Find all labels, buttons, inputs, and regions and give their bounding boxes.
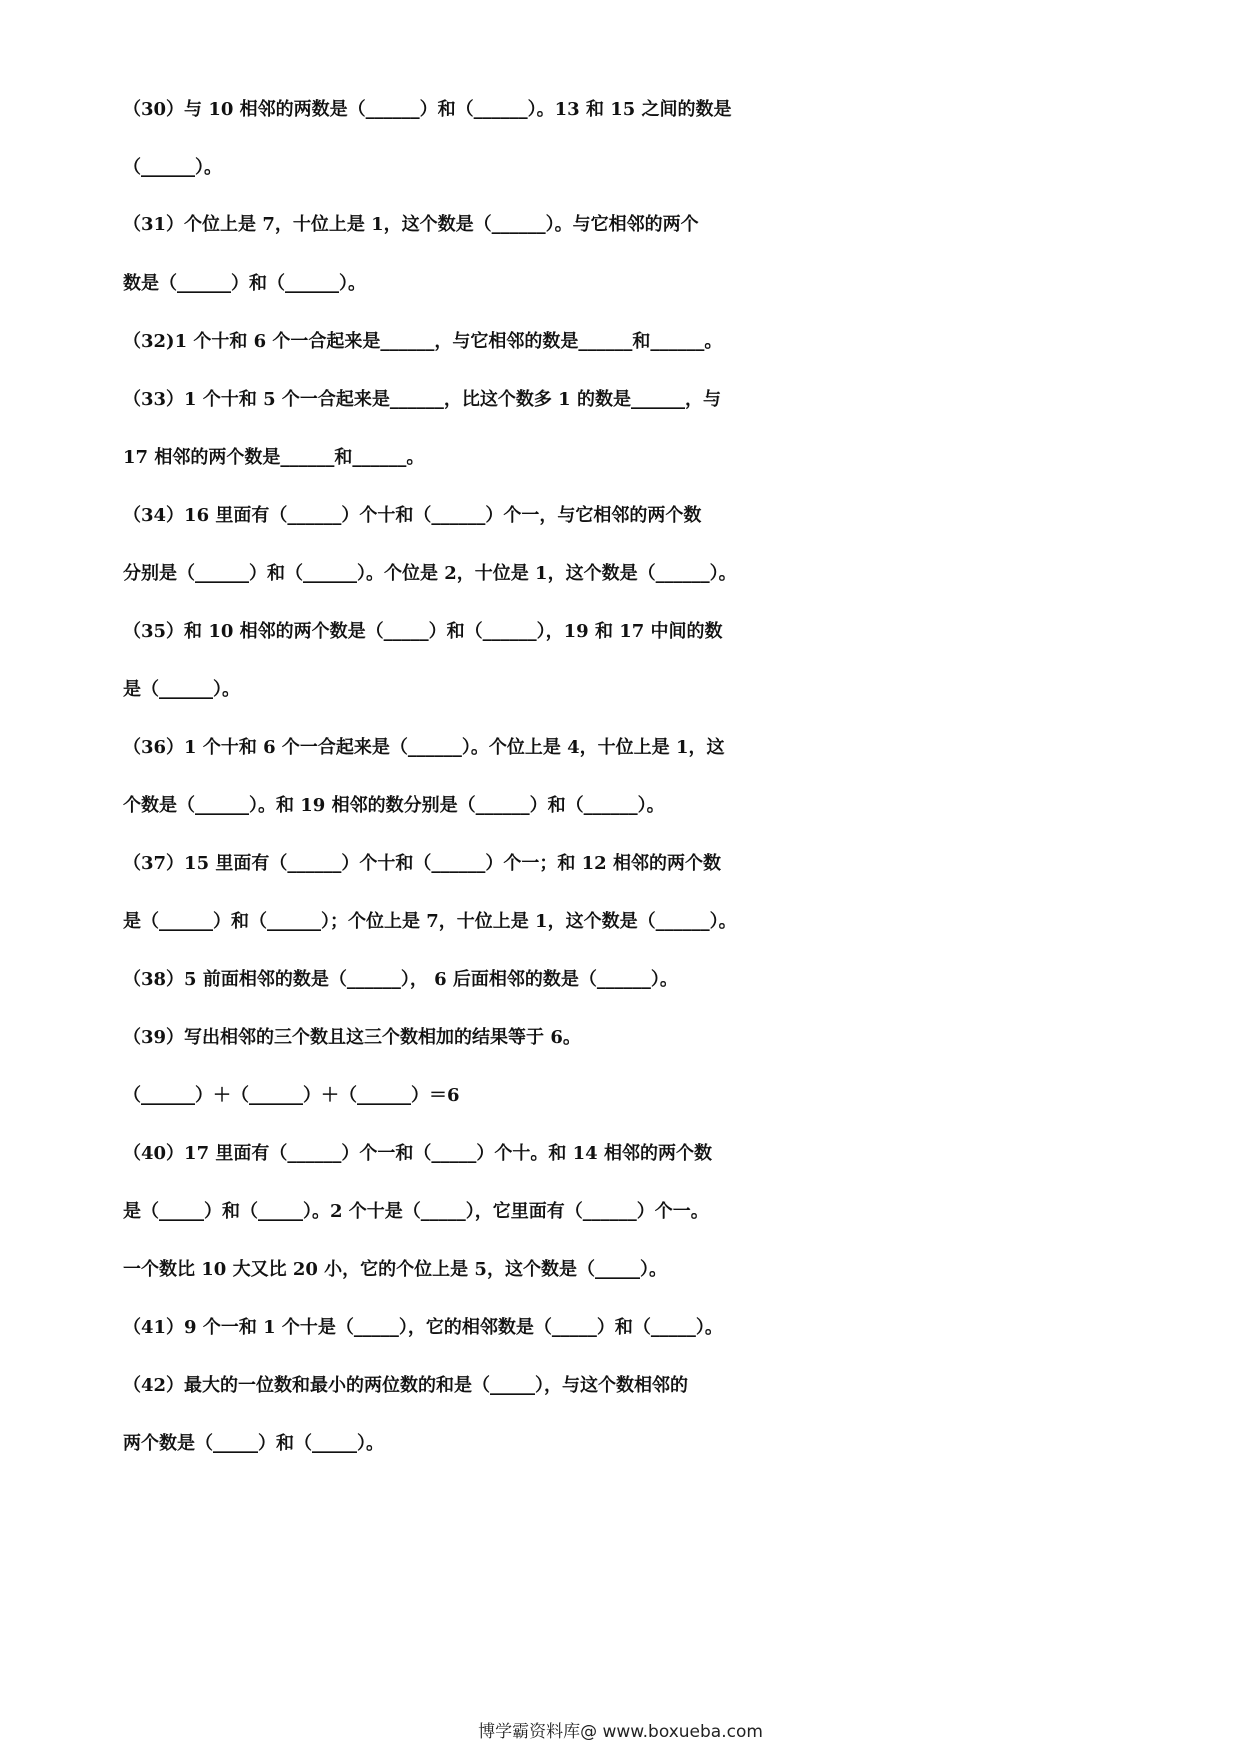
question-40-line-3: 一个数比 10 大又比 20 小，它的个位上是 5，这个数是（_____）。: [123, 1259, 667, 1280]
question-42-line-1: （42）最大的一位数和最小的两位数的和是（_____），与这个数相邻的: [123, 1375, 689, 1396]
question-37-line-1: （37）15 里面有（______）个十和（______）个一；和 12 相邻的两个数: [123, 853, 721, 874]
question-40-line-2: 是（_____）和（_____）。2 个十是（_____），它里面有（______）个一。: [123, 1201, 709, 1222]
question-36-line-1: （36）1 个十和 6 个一合起来是（______）。个位上是 4，十位上是 1，这: [123, 737, 725, 758]
question-37-line-2: 是（______）和（______）；个位上是 7，十位上是 1，这个数是（______）。: [123, 911, 737, 932]
question-34-line-1: （34）16 里面有（______）个十和（______）个一，与它相邻的两个数: [123, 505, 702, 526]
question-32-line-1: （32)1 个十和 6 个一合起来是______，与它相邻的数是______和______。: [123, 331, 723, 352]
question-30-line-2: （______）。: [123, 157, 222, 178]
question-31-line-2: 数是（______）和（______）。: [123, 273, 366, 294]
question-39-line-2: （______）＋（______）＋（______）＝6: [123, 1085, 460, 1106]
question-30-line-1: （30）与 10 相邻的两数是（______）和（______）。13 和 15 之间的数是: [123, 99, 732, 120]
question-40-line-1: （40）17 里面有（______）个一和（_____）个十。和 14 相邻的两个数: [123, 1143, 712, 1164]
question-38-line-1: （38）5 前面相邻的数是（______）， 6 后面相邻的数是（______）。: [123, 969, 678, 990]
question-36-line-2: 个数是（______）。和 19 相邻的数分别是（______）和（______）。: [123, 795, 665, 816]
question-41-line-1: （41）9 个一和 1 个十是（_____），它的相邻数是（_____）和（_____）。: [123, 1317, 723, 1338]
question-42-line-2: 两个数是（_____）和（_____）。: [123, 1433, 384, 1454]
question-39-line-1: （39）写出相邻的三个数且这三个数相加的结果等于 6。: [123, 1027, 581, 1048]
question-33-line-1: （33）1 个十和 5 个一合起来是______，比这个数多 1 的数是______，与: [123, 389, 721, 410]
footer-watermark: 博学霸资料库@ www.boxueba.com: [478, 1722, 763, 1742]
question-31-line-1: （31）个位上是 7，十位上是 1，这个数是（______）。与它相邻的两个: [123, 214, 699, 235]
question-33-line-2: 17 相邻的两个数是______和______。: [123, 447, 425, 468]
question-35-line-2: 是（______）。: [123, 679, 240, 700]
question-34-line-2: 分别是（______）和（______）。个位是 2，十位是 1，这个数是（______）。: [123, 563, 737, 584]
question-35-line-1: （35）和 10 相邻的两个数是（_____）和（______），19 和 17 中间的数: [123, 621, 723, 642]
